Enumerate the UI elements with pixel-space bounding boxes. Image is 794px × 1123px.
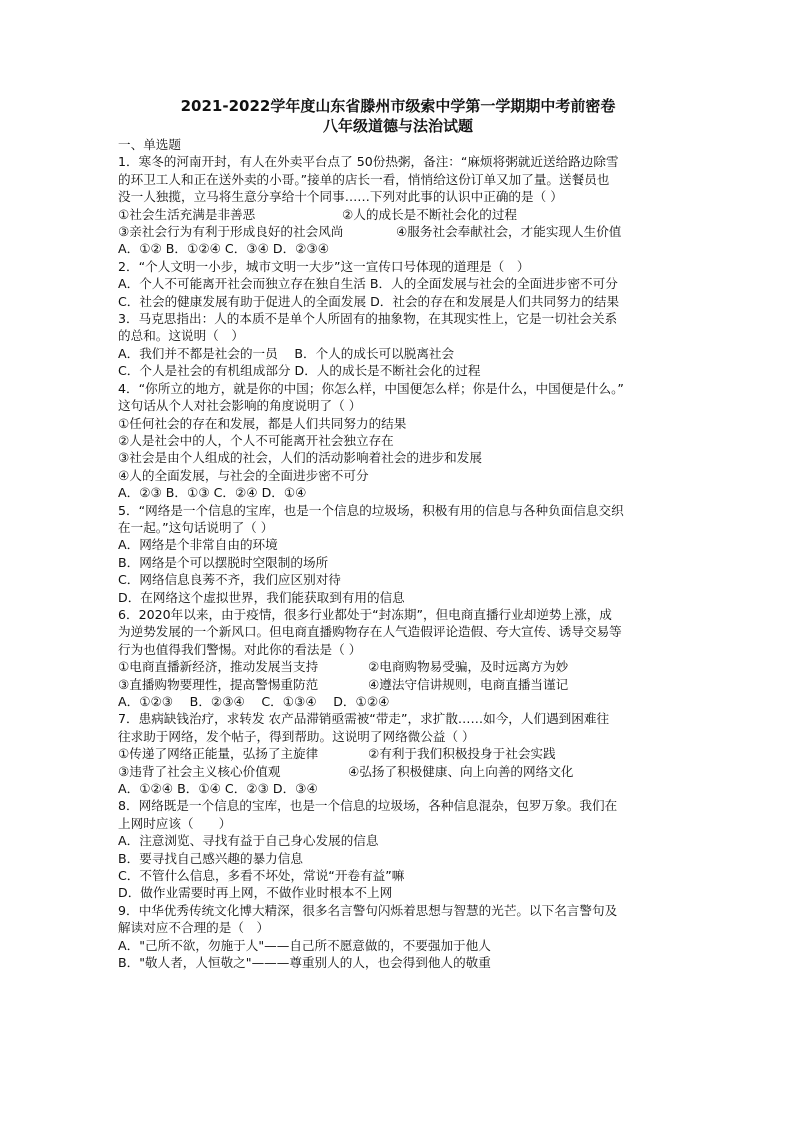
question-1 (118, 153, 678, 257)
q1-options-row (118, 223, 678, 240)
q1-stem-line: 没一人独揽，立马将生意分享给十个同事……下列对此事的认识中正确的是（ ） (118, 189, 563, 205)
question-3 (118, 310, 678, 380)
q1-option: ④服务社会奉献社会，才能实现人生价值 (396, 224, 622, 240)
q3-options-ab: A．我们并不都是社会的一员 B．个人的成长可以脱离社会 (118, 345, 455, 361)
q4-option: ④人的全面发展，与社会的全面进步密不可分 (118, 467, 369, 483)
q5-option: C．网络信息良莠不齐，我们应区别对待 (118, 572, 341, 588)
q2-options-cd: C．社会的健康发展有助于促进人的全面发展 D．社会的存在和发展是人们共同努力的结果 (118, 293, 620, 309)
q1-option: ①社会生活充满是非善恶 (118, 206, 256, 222)
q1-options-row (118, 206, 678, 223)
q4-stem-line: 这句话从个人对社会影响的角度说明了（ ） (118, 398, 362, 414)
q7-answer-choices: A．①②④ B．①④ C．②③ D．③④ (118, 781, 318, 797)
q5-option: B．网络是个可以摆脱时空限制的场所 (118, 554, 329, 570)
q4-answer-choices: A．②③ B．①③ C．②④ D．①④ (118, 485, 307, 501)
q5-option: D．在网络这个虚拟世界，我们能获取到有用的信息 (118, 589, 405, 605)
q7-option: ④弘扬了积极健康、向上向善的网络文化 (348, 763, 574, 779)
exam-title-line1: 2021-2022学年度山东省滕州市级索中学第一学期期中考前密卷 (180, 97, 616, 115)
q8-option: B．要寻找自己感兴趣的暴力信息 (118, 850, 303, 866)
question-9 (118, 902, 678, 972)
q5-stem-line: 5．“网络是一个信息的宝库，也是一个信息的垃圾场，积极有用的信息与各种负面信息交织 (118, 502, 624, 518)
question-4 (118, 380, 678, 502)
q1-option: ③亲社会行为有利于形成良好的社会风尚 (118, 224, 344, 240)
q6-options-row (118, 676, 678, 693)
question-6 (118, 606, 678, 710)
q9-option: A．"己所不欲，勿施于人"——自己所不愿意做的，不要强加于他人 (118, 937, 491, 953)
q7-option: ①传递了网络正能量，弘扬了主旋律 (118, 746, 319, 762)
q6-option: ②电商购物易受骗，及时远离方为妙 (368, 659, 569, 675)
q1-option: ②人的成长是不断社会化的过程 (342, 206, 518, 222)
q7-stem-line: 往求助于网络，发个帖子，得到帮助。这说明了网络微公益（ ） (118, 728, 475, 744)
q7-options-row (118, 745, 678, 762)
q9-stem-line: 9．中华优秀传统文化博大精深，很多名言警句闪烁着思想与智慧的光芒。以下名言警句及 (118, 902, 618, 918)
q5-option: A．网络是个非常自由的环境 (118, 537, 278, 553)
exam-title-line2: 八年级道德与法治试题 (322, 117, 473, 135)
question-8 (118, 797, 678, 901)
q4-option: ③社会是由个人组成的社会，人们的活动影响着社会的进步和发展 (118, 450, 482, 466)
q7-option: ③违背了社会主义核心价值观 (118, 763, 281, 779)
q6-stem-line: 为逆势发展的一个新风口。但电商直播购物存在人气造假评论造假、夸大宣传、诱导交易等 (118, 624, 622, 640)
q6-options-row (118, 658, 678, 675)
q1-stem-line: 1．寒冬的河南开封，有人在外卖平台点了 50份热粥，备注：“麻烦将粥就近送给路边除雪 (118, 154, 619, 170)
question-5 (118, 502, 678, 606)
q9-option: B．"敬人者，人恒敬之"———尊重别人的人，也会得到他人的敬重 (118, 955, 491, 971)
q6-stem-line: 6．2020年以来，由于疫情，很多行业都处于“封冻期”，但电商直播行业却逆势上涨，成 (118, 606, 612, 622)
q8-stem-line: 8．网络既是一个信息的宝库，也是一个信息的垃圾场，各种信息混杂，包罗万象。我们在 (118, 798, 618, 814)
q8-option: D．做作业需要时再上网，不做作业时根本不上网 (118, 885, 393, 901)
q8-option: A．注意浏览、寻找有益于自己身心发展的信息 (118, 833, 379, 849)
q7-options-row (118, 763, 678, 780)
question-2 (118, 258, 678, 310)
q3-stem-line: 的总和。这说明（ ） (118, 328, 244, 344)
q3-options-cd: C．个人是社会的有机组成部分 D．人的成长是不断社会化的过程 (118, 363, 481, 379)
q7-option: ②有利于我们积极投身于社会实践 (368, 746, 556, 762)
q2-stem: 2．“个人文明一小步，城市文明一大步”这一宣传口号体现的道理是（ ） (118, 258, 530, 274)
q8-option: C．不管什么信息，多看不坏处，常说“开卷有益”嘛 (118, 868, 405, 884)
exam-page (118, 96, 678, 972)
q6-option: ③直播购物要理性，提高警惕重防范 (118, 676, 319, 692)
q2-options-ab: A．个人不可能离开社会而独立存在独自生活 B．人的全面发展与社会的全面进步密不可分 (118, 276, 618, 292)
question-7 (118, 710, 678, 797)
q6-answer-choices: A．①②③ B．②③④ C．①③④ D．①②④ (118, 694, 390, 709)
q4-option: ②人是社会中的人，个人不可能离开社会独立存在 (118, 432, 394, 448)
q5-stem-line: 在一起。”这句话说明了（ ） (118, 519, 274, 535)
q4-option: ①任何社会的存在和发展，都是人们共同努力的结果 (118, 415, 407, 431)
q6-option: ①电商直播新经济，推动发展当支持 (118, 659, 319, 675)
q8-stem-line: 上网时应该（ ） (118, 815, 232, 831)
q1-stem-line: 的环卫工人和正在送外卖的小哥。”接单的店长一看，悄悄给这份订单又加了量。送餐员也 (118, 171, 610, 187)
q6-stem-line: 行为也值得我们警惕。对此你的看法是（ ） (118, 641, 362, 657)
q9-stem-line: 解读对应不合理的是（ ） (118, 920, 270, 936)
q1-answer-choices: A．①② B．①②④ C．③④ D．②③④ (118, 241, 330, 257)
q7-stem-line: 7．患病缺钱治疗，求转发 农产品滞销亟需被“带走”，求扩散……如今，人们遇到困难往 (118, 711, 610, 727)
q3-stem-line: 3．马克思指出：人的本质不是单个人所固有的抽象物，在其现实性上，它是一切社会关系 (118, 311, 618, 327)
section-heading: 一、单选题 (118, 137, 181, 152)
q4-stem-line: 4．“你所立的地方，就是你的中国；你怎么样，中国便怎么样；你是什么，中国便是什么。” (118, 380, 624, 396)
q6-option: ④遵法守信讲规则，电商直播当谨记 (368, 676, 569, 692)
